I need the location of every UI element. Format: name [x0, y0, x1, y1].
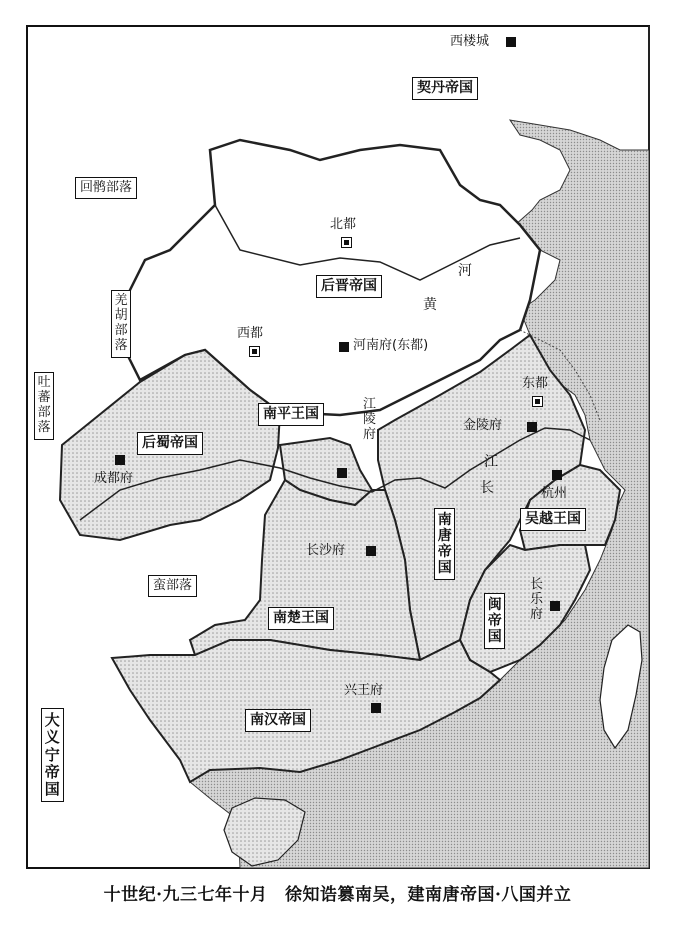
city-label-chengdufu: 成都府 — [94, 471, 134, 486]
river-label-chang: 长 — [480, 480, 494, 496]
city-marker-jinlingfu — [527, 422, 537, 432]
river-label-jiang: 江 — [484, 454, 498, 470]
city-label-changshafu: 长沙府 — [306, 543, 346, 558]
state-label-dayining: 大义宁帝国 — [41, 708, 64, 802]
city-label-beidu: 北都 — [330, 217, 357, 232]
city-label-henanfu: 河南府(东都) — [353, 338, 429, 353]
city-label-xidu: 西都 — [237, 326, 264, 341]
city-marker-xingwangfu — [371, 703, 381, 713]
state-label-nantang: 南唐帝国 — [434, 508, 455, 580]
state-label-qidan: 契丹帝国 — [412, 77, 478, 100]
state-label-nanping: 南平王国 — [258, 403, 324, 426]
city-marker-xiloucheng — [506, 37, 516, 47]
city-marker-changlefu — [550, 601, 560, 611]
tribe-label-tubo: 吐蕃部落 — [34, 372, 54, 440]
river-label-he: 河 — [458, 263, 472, 279]
state-label-wuyue: 吴越王国 — [520, 508, 586, 531]
city-label-dongdu: 东都 — [522, 376, 549, 391]
city-marker-henanfu — [339, 342, 349, 352]
capital-marker-xidu — [249, 346, 260, 357]
city-marker-hangzhou — [552, 470, 562, 480]
state-label-houjin: 后晋帝国 — [316, 275, 382, 298]
city-label-jianglingfu: 江陵府 — [363, 397, 377, 442]
tribe-label-qianghu: 羌胡部落 — [111, 290, 131, 358]
state-label-houshu: 后蜀帝国 — [137, 432, 203, 455]
state-label-nanchu: 南楚王国 — [268, 607, 334, 630]
city-label-xingwangfu: 兴王府 — [344, 683, 384, 698]
city-marker-jianglingfu — [337, 468, 347, 478]
tribe-label-man: 蛮部落 — [148, 575, 197, 597]
tribe-label-huihe: 回鹘部落 — [75, 177, 137, 199]
capital-marker-beidu — [341, 237, 352, 248]
state-label-nanhan: 南汉帝国 — [245, 709, 311, 732]
city-label-jinlingfu: 金陵府 — [463, 418, 503, 433]
river-label-huang: 黄 — [423, 297, 437, 313]
city-label-xiloucheng: 西楼城 — [450, 34, 490, 49]
city-label-hangzhou: 杭州 — [541, 486, 568, 501]
map-caption: 十世纪·九三七年十月 徐知诰篡南吴，建南唐帝国·八国并立 — [103, 885, 572, 905]
city-label-changlefu: 长乐府 — [530, 577, 544, 622]
city-marker-chengdufu — [115, 455, 125, 465]
city-marker-changshafu — [366, 546, 376, 556]
state-label-min: 闽帝国 — [484, 593, 505, 649]
capital-marker-dongdu — [532, 396, 543, 407]
